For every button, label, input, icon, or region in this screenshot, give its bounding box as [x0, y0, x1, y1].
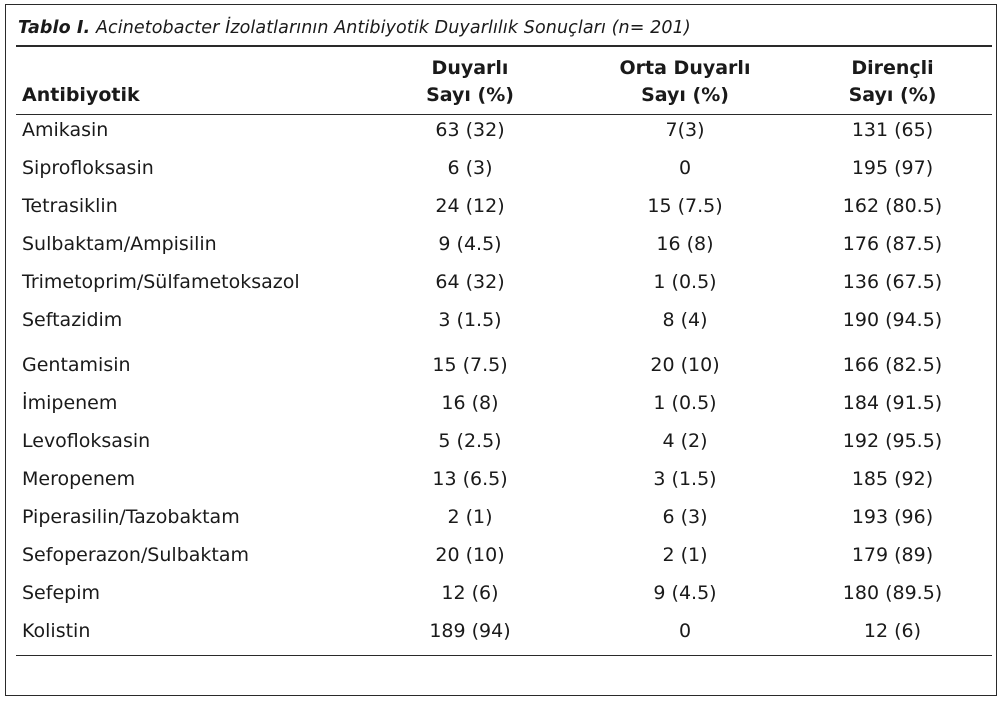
cell-duyarli: 15 (7.5)	[432, 354, 508, 376]
cell-duyarli: 24 (12)	[435, 195, 505, 217]
table-row	[0, 119, 1004, 149]
cell-antibiotic: Sefepim	[22, 582, 100, 604]
cell-direncli: 12 (6)	[863, 620, 922, 642]
cell-duyarli: 5 (2.5)	[438, 430, 502, 452]
cell-duyarli: 16 (8)	[441, 392, 499, 414]
header-direncli-line2: Sayı (%)	[848, 84, 937, 106]
table-row	[0, 157, 1004, 187]
cell-direncli: 166 (82.5)	[842, 354, 943, 376]
cell-orta: 15 (7.5)	[647, 195, 723, 217]
cell-direncli: 176 (87.5)	[842, 233, 943, 255]
cell-antibiotic: İmipenem	[22, 392, 118, 414]
header-orta-duyarli	[590, 55, 780, 109]
cell-duyarli: 9 (4.5)	[438, 233, 502, 255]
cell-antibiotic: Gentamisin	[22, 354, 131, 376]
cell-antibiotic: Seftazidim	[22, 309, 123, 331]
cell-orta: 9 (4.5)	[653, 582, 717, 604]
cell-orta: 20 (10)	[650, 354, 720, 376]
table-row	[0, 506, 1004, 536]
cell-orta: 0	[678, 157, 692, 179]
header-direncli-line1: Dirençli	[851, 57, 934, 79]
header-rule	[16, 114, 992, 115]
cell-antibiotic: Sefoperazon/Sulbaktam	[22, 544, 249, 566]
table-caption	[18, 18, 691, 38]
cell-orta: 3 (1.5)	[653, 468, 717, 490]
cell-direncli: 179 (89)	[851, 544, 934, 566]
cell-direncli: 136 (67.5)	[842, 271, 943, 293]
cell-direncli: 184 (91.5)	[842, 392, 943, 414]
cell-direncli: 180 (89.5)	[842, 582, 943, 604]
cell-antibiotic: Piperasilin/Tazobaktam	[22, 506, 240, 528]
cell-antibiotic: Kolistin	[22, 620, 91, 642]
cell-direncli: 162 (80.5)	[842, 195, 943, 217]
header-duyarli-line1: Duyarlı	[431, 57, 509, 79]
cell-orta: 0	[678, 620, 692, 642]
header-duyarli-line2: Sayı (%)	[426, 84, 514, 106]
table-row	[0, 620, 1004, 650]
cell-antibiotic: Sulbaktam/Ampisilin	[22, 233, 217, 255]
cell-duyarli: 63 (32)	[435, 119, 505, 141]
cell-duyarli: 20 (10)	[435, 544, 505, 566]
cell-duyarli: 64 (32)	[435, 271, 505, 293]
header-duyarli	[380, 55, 560, 109]
cell-antibiotic: Tetrasiklin	[22, 195, 118, 217]
cell-antibiotic: Trimetoprim/Sülfametoksazol	[22, 271, 300, 293]
cell-orta: 1 (0.5)	[653, 271, 717, 293]
caption-label: Tablo I.	[18, 18, 91, 38]
table-row	[0, 468, 1004, 498]
table-row	[0, 544, 1004, 574]
table-row	[0, 582, 1004, 612]
table-row	[0, 195, 1004, 225]
cell-duyarli: 189 (94)	[429, 620, 511, 642]
cell-direncli: 190 (94.5)	[842, 309, 943, 331]
cell-duyarli: 2 (1)	[447, 506, 493, 528]
cell-orta: 1 (0.5)	[653, 392, 717, 414]
cell-antibiotic: Amikasin	[22, 119, 109, 141]
cell-direncli: 185 (92)	[851, 468, 934, 490]
cell-duyarli: 3 (1.5)	[438, 309, 502, 331]
cell-orta: 2 (1)	[662, 544, 708, 566]
header-orta-line1: Orta Duyarlı	[619, 57, 751, 79]
table-row	[0, 430, 1004, 460]
table-row	[0, 233, 1004, 263]
table-row	[0, 354, 1004, 384]
cell-orta: 4 (2)	[662, 430, 708, 452]
top-rule	[16, 45, 992, 47]
cell-direncli: 192 (95.5)	[842, 430, 943, 452]
cell-duyarli: 12 (6)	[441, 582, 499, 604]
cell-direncli: 131 (65)	[851, 119, 934, 141]
table-row	[0, 392, 1004, 422]
header-direncli	[800, 55, 985, 109]
cell-antibiotic: Levofloksasin	[22, 430, 151, 452]
cell-orta: 7(3)	[665, 119, 705, 141]
cell-direncli: 193 (96)	[851, 506, 934, 528]
cell-duyarli: 6 (3)	[447, 157, 493, 179]
caption-text: Acinetobacter İzolatlarının Antibiyotik Duyarlılık Sonuçları (n= 201)	[95, 18, 691, 38]
cell-direncli: 195 (97)	[851, 157, 934, 179]
table-row	[0, 309, 1004, 339]
cell-duyarli: 13 (6.5)	[432, 468, 508, 490]
header-orta-line2: Sayı (%)	[641, 84, 729, 106]
cell-antibiotic: Siprofloksasin	[22, 157, 154, 179]
table-row	[0, 271, 1004, 301]
cell-orta: 8 (4)	[662, 309, 708, 331]
bottom-rule	[16, 655, 992, 656]
header-antibiyotik: Antibiyotik	[22, 84, 140, 106]
cell-orta: 6 (3)	[662, 506, 708, 528]
cell-orta: 16 (8)	[656, 233, 714, 255]
cell-antibiotic: Meropenem	[22, 468, 136, 490]
